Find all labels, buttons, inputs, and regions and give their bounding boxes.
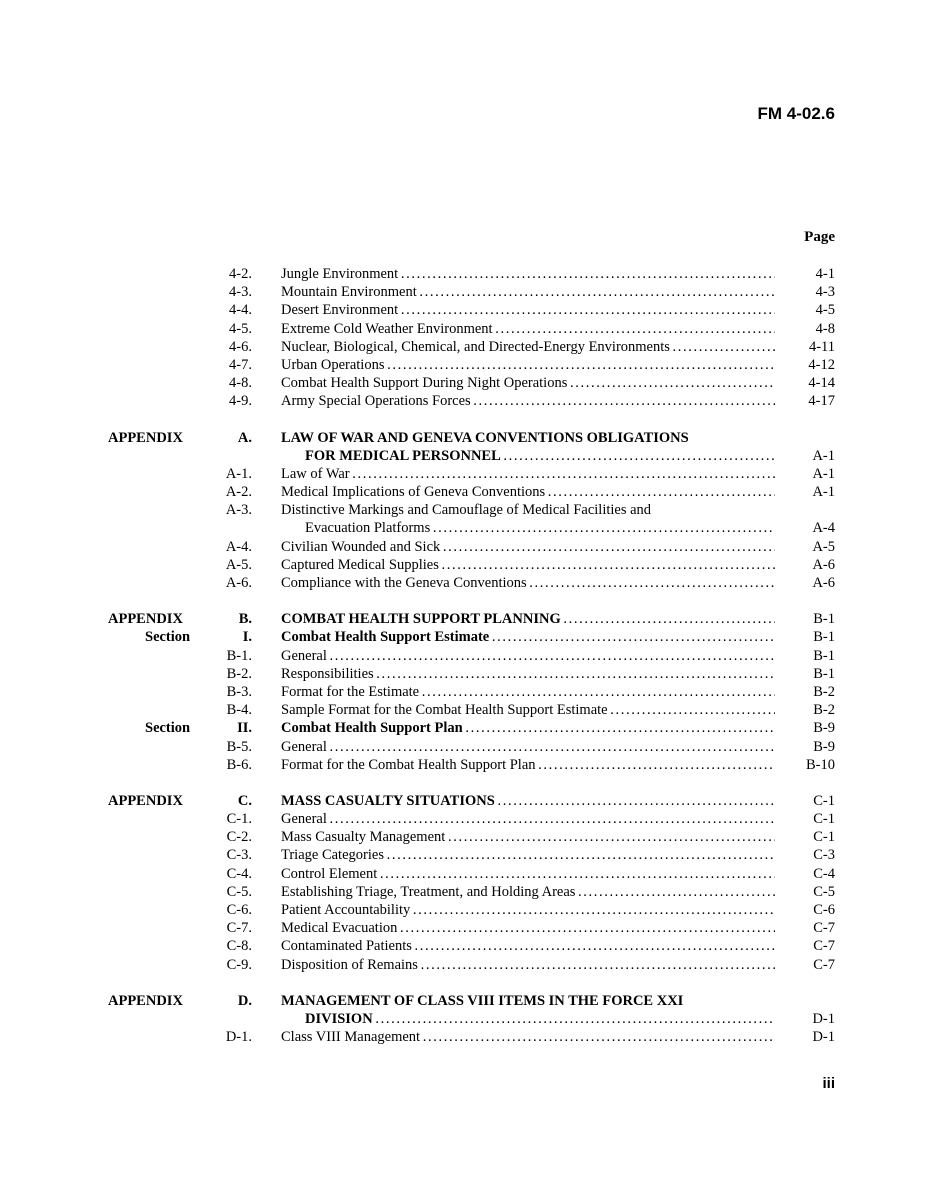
toc-entry [0, 719, 930, 737]
toc-entry-number: B. [238, 611, 252, 628]
toc-entry-number: A-3. [225, 502, 252, 519]
toc-entry-title[interactable]: Mass Casualty Management . . . [281, 828, 775, 846]
toc-entry-title[interactable]: Evacuation Platforms . . . [305, 519, 775, 537]
toc-entry-title[interactable]: Combat Health Support During Night Operations . . . [281, 374, 775, 392]
toc-entry-title[interactable]: Control Element . . . [281, 865, 775, 883]
toc-entry-title[interactable]: Army Special Operations Forces . . . [281, 392, 775, 410]
toc-entry-page: A-1 [812, 484, 835, 501]
toc-entry-page: C-7 [813, 956, 835, 973]
toc-entry [0, 1028, 930, 1046]
toc-entry-number: 4-2. [229, 266, 252, 282]
toc-entry-title[interactable]: Captured Medical Supplies . . . [281, 556, 775, 574]
toc-entry-number: 4-7. [229, 356, 252, 373]
toc-entry-page: A-1 [812, 447, 835, 464]
page-number: iii [822, 1075, 835, 1092]
toc-entry-title[interactable]: COMBAT HEALTH SUPPORT PLANNING . . . [281, 610, 775, 628]
toc-entry [0, 538, 930, 556]
toc-entry-title[interactable]: General . . . [281, 647, 775, 665]
toc-entry-page: C-6 [813, 902, 835, 918]
toc-entry [0, 556, 930, 574]
toc-entry-page: B-10 [806, 756, 835, 773]
toc-entry-title[interactable]: MASS CASUALTY SITUATIONS . . . [281, 792, 775, 810]
toc-entry-number: 4-3. [229, 284, 252, 301]
toc-entry-title[interactable]: Mountain Environment . . . [281, 283, 775, 301]
toc-entry [0, 756, 930, 774]
toc-entry-title[interactable]: Triage Categories . . . [281, 846, 775, 864]
toc-entry [0, 610, 930, 628]
appendix-label: APPENDIX [108, 611, 183, 628]
toc-entry [0, 501, 930, 519]
appendix-label: APPENDIX [108, 792, 183, 809]
toc-entry-page: C-1 [813, 829, 835, 846]
toc-entry [0, 883, 930, 901]
toc-entry-page: C-7 [813, 938, 835, 955]
toc-entry-number: B-6. [226, 756, 252, 773]
toc-entry-number: C-7. [226, 920, 252, 937]
appendix-label: APPENDIX [108, 992, 183, 1009]
toc-entry [0, 992, 930, 1010]
toc-entry-page: A-1 [812, 465, 835, 482]
toc-entry [0, 1010, 930, 1028]
toc-entry-page: 4-1 [815, 266, 835, 282]
toc-entry-page: C-4 [813, 865, 835, 882]
toc-entry-page: D-1 [812, 1010, 835, 1027]
toc-entry-title[interactable]: Desert Environment . . . [281, 301, 775, 319]
toc-entry [0, 301, 930, 319]
toc-entry [0, 683, 930, 701]
toc-entry-page: 4-11 [808, 338, 835, 355]
toc-entry-number: II. [237, 720, 252, 737]
toc-entry-number: B-1. [226, 647, 252, 664]
toc-entry-title[interactable]: General . . . [281, 738, 775, 756]
toc-entry-title[interactable]: Sample Format for the Combat Health Support Estimate . . . [281, 701, 775, 719]
toc-entry-number: B-5. [226, 738, 252, 755]
toc-entry-number: C-3. [226, 847, 252, 864]
toc-entry-number: C-8. [226, 938, 252, 955]
toc-entry-page: B-1 [813, 611, 835, 628]
toc-entry-number: 4-8. [229, 375, 252, 392]
toc-entry [0, 265, 930, 283]
toc-entry-number: A-5. [225, 556, 252, 573]
toc-entry-title[interactable]: General . . . [281, 810, 775, 828]
toc-entry-title[interactable]: Class VIII Management . . . [281, 1028, 775, 1046]
toc-entry [0, 901, 930, 919]
toc-entry-title[interactable]: Urban Operations . . . [281, 356, 775, 374]
toc-entry-number: C. [237, 792, 252, 809]
toc-entry-number: A-4. [225, 538, 252, 555]
toc-entry-number: D-1. [225, 1029, 252, 1046]
toc-entry [0, 865, 930, 883]
toc-entry [0, 628, 930, 646]
toc-entry-number: 4-9. [229, 393, 252, 410]
toc-entry-title[interactable]: MANAGEMENT OF CLASS VIII ITEMS IN THE FORCE XXI [281, 992, 684, 1009]
section-label: Section [145, 720, 191, 737]
toc-entry-title[interactable]: Patient Accountability . . . [281, 901, 775, 919]
toc-entry [0, 956, 930, 974]
toc-entry-title[interactable]: DIVISION . . . [305, 1010, 775, 1028]
toc-entry-page: C-1 [813, 792, 835, 809]
toc-entry-title[interactable]: Combat Health Support Plan . . . [281, 719, 775, 737]
toc-entry-number: C-6. [226, 902, 252, 918]
toc-entry-number: A-1. [225, 465, 252, 482]
toc-entry-title[interactable]: LAW OF WAR AND GENEVA CONVENTIONS OBLIGATIONS [281, 429, 689, 446]
toc-entry [0, 392, 930, 410]
toc-entry-number: B-4. [226, 702, 252, 719]
toc-entry-title[interactable]: Jungle Environment . . . [281, 265, 775, 283]
toc-entry-number: 4-4. [229, 302, 252, 319]
toc-entry-page: A-6 [812, 556, 835, 573]
toc-entry-page: B-2 [813, 702, 835, 719]
toc-entry [0, 937, 930, 955]
toc-entry [0, 738, 930, 756]
toc-entry-title[interactable]: Format for the Estimate . . . [281, 683, 775, 701]
toc-entry-page: C-1 [813, 811, 835, 828]
toc-entry [0, 665, 930, 683]
toc-entry-title[interactable]: Responsibilities . . . [281, 665, 775, 683]
toc-entry-page: A-5 [812, 538, 835, 555]
toc-entry-number: B-3. [226, 683, 252, 700]
toc-entry [0, 447, 930, 465]
toc-entry-title[interactable]: FOR MEDICAL PERSONNEL . . . [305, 447, 775, 465]
toc-entry-page: 4-14 [808, 375, 835, 392]
toc-entry-title[interactable]: Combat Health Support Estimate . . . [281, 628, 775, 646]
toc-entry [0, 574, 930, 592]
toc-entry-page: C-5 [813, 883, 835, 900]
toc-entry-title[interactable]: Disposition of Remains . . . [281, 956, 775, 974]
toc-entry [0, 338, 930, 356]
toc-entry-page: B-9 [813, 738, 835, 755]
toc-entry-title[interactable]: Medical Implications of Geneva Conventions . . . [281, 483, 775, 501]
toc-entry-number: C-4. [226, 865, 252, 882]
toc-entry-title[interactable]: Distinctive Markings and Camouflage of Medical Facilities and [281, 502, 652, 519]
toc-entry-page: C-7 [813, 920, 835, 937]
toc-entry [0, 356, 930, 374]
toc-entry-number: C-2. [226, 829, 252, 846]
toc-entry-page: 4-12 [808, 356, 835, 373]
toc-entry [0, 429, 930, 447]
toc-entry [0, 483, 930, 501]
toc-entry [0, 320, 930, 338]
document-id: FM 4-02.6 [757, 104, 835, 123]
toc-entry-page: B-9 [813, 720, 835, 737]
toc-entry [0, 828, 930, 846]
toc-entry [0, 701, 930, 719]
section-label: Section [145, 629, 191, 646]
toc-entry-number: D. [237, 992, 252, 1009]
toc-entry-title[interactable]: Nuclear, Biological, Chemical, and Directed-Energy Environments . . . [281, 338, 775, 356]
toc-entry-title[interactable]: Compliance with the Geneva Conventions . . . [281, 574, 775, 592]
toc-entry-page: B-1 [813, 665, 835, 682]
toc-entry-number: 4-6. [229, 338, 252, 355]
toc-entry-number: I. [242, 629, 252, 646]
toc-entry [0, 919, 930, 937]
table-of-contents [0, 265, 930, 1046]
toc-entry-page: 4-3 [815, 284, 835, 301]
toc-entry-page: A-6 [812, 575, 835, 591]
toc-entry-page: 4-8 [815, 320, 835, 337]
toc-entry-title[interactable]: Civilian Wounded and Sick . . . [281, 538, 775, 556]
toc-entry-number: 4-5. [229, 320, 252, 337]
toc-entry-page: B-2 [813, 683, 835, 700]
toc-entry-title[interactable]: Format for the Combat Health Support Plan . . . [281, 756, 775, 774]
toc-entry [0, 283, 930, 301]
toc-entry-number: A. [237, 429, 252, 446]
toc-entry [0, 374, 930, 392]
toc-entry [0, 519, 930, 537]
toc-entry-page: B-1 [813, 629, 835, 646]
toc-entry-number: A-6. [225, 575, 252, 591]
toc-entry-number: C-9. [226, 956, 252, 973]
toc-entry [0, 465, 930, 483]
toc-entry [0, 647, 930, 665]
toc-entry-page: C-3 [813, 847, 835, 864]
toc-entry-title[interactable]: Extreme Cold Weather Environment . . . [281, 320, 775, 338]
toc-entry-page: 4-17 [808, 393, 835, 410]
toc-entry-page: A-4 [812, 520, 835, 537]
toc-entry [0, 792, 930, 810]
toc-entry-page: D-1 [812, 1029, 835, 1046]
page-column-heading: Page [804, 229, 835, 245]
toc-entry-number: C-1. [226, 811, 252, 828]
toc-entry-number: B-2. [226, 665, 252, 682]
toc-entry [0, 846, 930, 864]
toc-entry-page: 4-5 [815, 302, 835, 319]
appendix-label: APPENDIX [108, 429, 183, 446]
toc-entry-number: C-5. [226, 883, 252, 900]
toc-entry-title[interactable]: Establishing Triage, Treatment, and Holding Areas . . . [281, 883, 775, 901]
toc-entry-page: B-1 [813, 647, 835, 664]
toc-entry-title[interactable]: Contaminated Patients . . . [281, 937, 775, 955]
toc-entry-title[interactable]: Law of War . . . [281, 465, 775, 483]
toc-entry [0, 810, 930, 828]
toc-entry-number: A-2. [225, 484, 252, 501]
toc-entry-title[interactable]: Medical Evacuation . . . [281, 919, 775, 937]
